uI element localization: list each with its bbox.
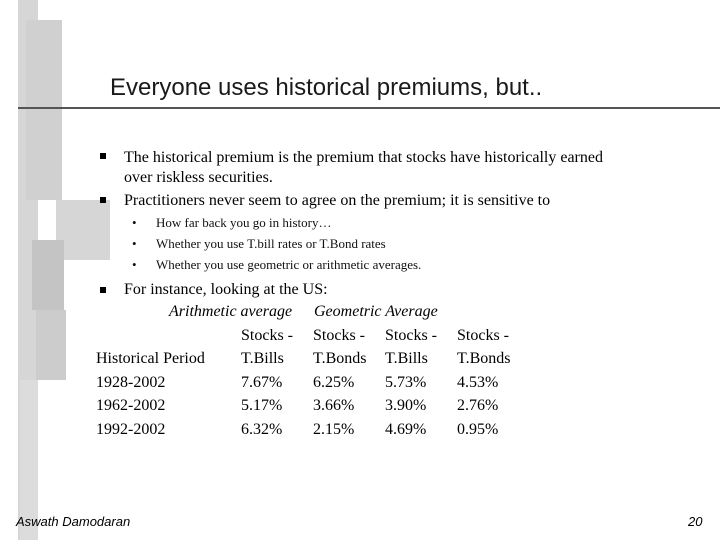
sub-bullet: • Whether you use geometric or arithmetic averages. (132, 257, 422, 272)
square-bullet-icon (100, 287, 106, 293)
group-header-geometric: Geometric Average (314, 303, 438, 320)
slide-title: Everyone uses historical premiums, but.. (110, 74, 543, 101)
sub-bullet: • How far back you go in history… (132, 215, 332, 230)
table-row-period: 1928-2002 (96, 374, 166, 391)
decorative-stripe (36, 310, 66, 380)
decorative-stripe (32, 240, 64, 310)
dot-icon: • (132, 236, 137, 251)
table-cell: 2.15% (313, 421, 355, 438)
bullet-text: The historical premium is the premium that stocks have historically earned (124, 149, 603, 166)
table-cell: 4.53% (457, 374, 499, 391)
table-cell: 4.69% (385, 421, 427, 438)
column-header-top: Stocks - (457, 327, 509, 344)
decorative-stripe (56, 200, 110, 260)
column-header-bottom: T.Bills (385, 350, 428, 367)
table-cell: 7.67% (241, 374, 283, 391)
table-cell: 5.17% (241, 397, 283, 414)
table-cell: 0.95% (457, 421, 499, 438)
table-cell: 6.32% (241, 421, 283, 438)
square-bullet-icon (100, 153, 106, 159)
column-header-bottom: T.Bonds (313, 350, 367, 367)
square-bullet-icon (100, 197, 106, 203)
column-header-bottom: T.Bills (241, 350, 284, 367)
column-header-top: Stocks - (313, 327, 365, 344)
table-cell: 2.76% (457, 397, 499, 414)
decorative-stripe (26, 20, 62, 200)
table-cell: 5.73% (385, 374, 427, 391)
table-cell: 6.25% (313, 374, 355, 391)
dot-icon: • (132, 215, 137, 230)
column-header-bottom: T.Bonds (457, 350, 511, 367)
title-divider (18, 107, 720, 109)
table-cell: 3.66% (313, 397, 355, 414)
group-header-arithmetic: Arithmetic average (169, 303, 293, 320)
table-cell: 3.90% (385, 397, 427, 414)
column-header-top: Stocks - (241, 327, 293, 344)
bullet-text: Practitioners never seem to agree on the premium; it is sensitive to (124, 192, 551, 209)
column-header-top: Stocks - (385, 327, 437, 344)
footer-author: Aswath Damodaran (16, 514, 131, 529)
table-row-period: 1992-2002 (96, 421, 166, 438)
dot-icon: • (132, 257, 137, 272)
bullet-text-continued: over riskless securities. (124, 169, 273, 186)
table-row-period: 1962-2002 (96, 397, 166, 414)
sub-bullet: • Whether you use T.bill rates or T.Bond rates (132, 236, 386, 251)
row-header-label: Historical Period (96, 350, 205, 367)
bullet-text: For instance, looking at the US: (124, 281, 328, 298)
page-number: 20 (688, 514, 703, 529)
